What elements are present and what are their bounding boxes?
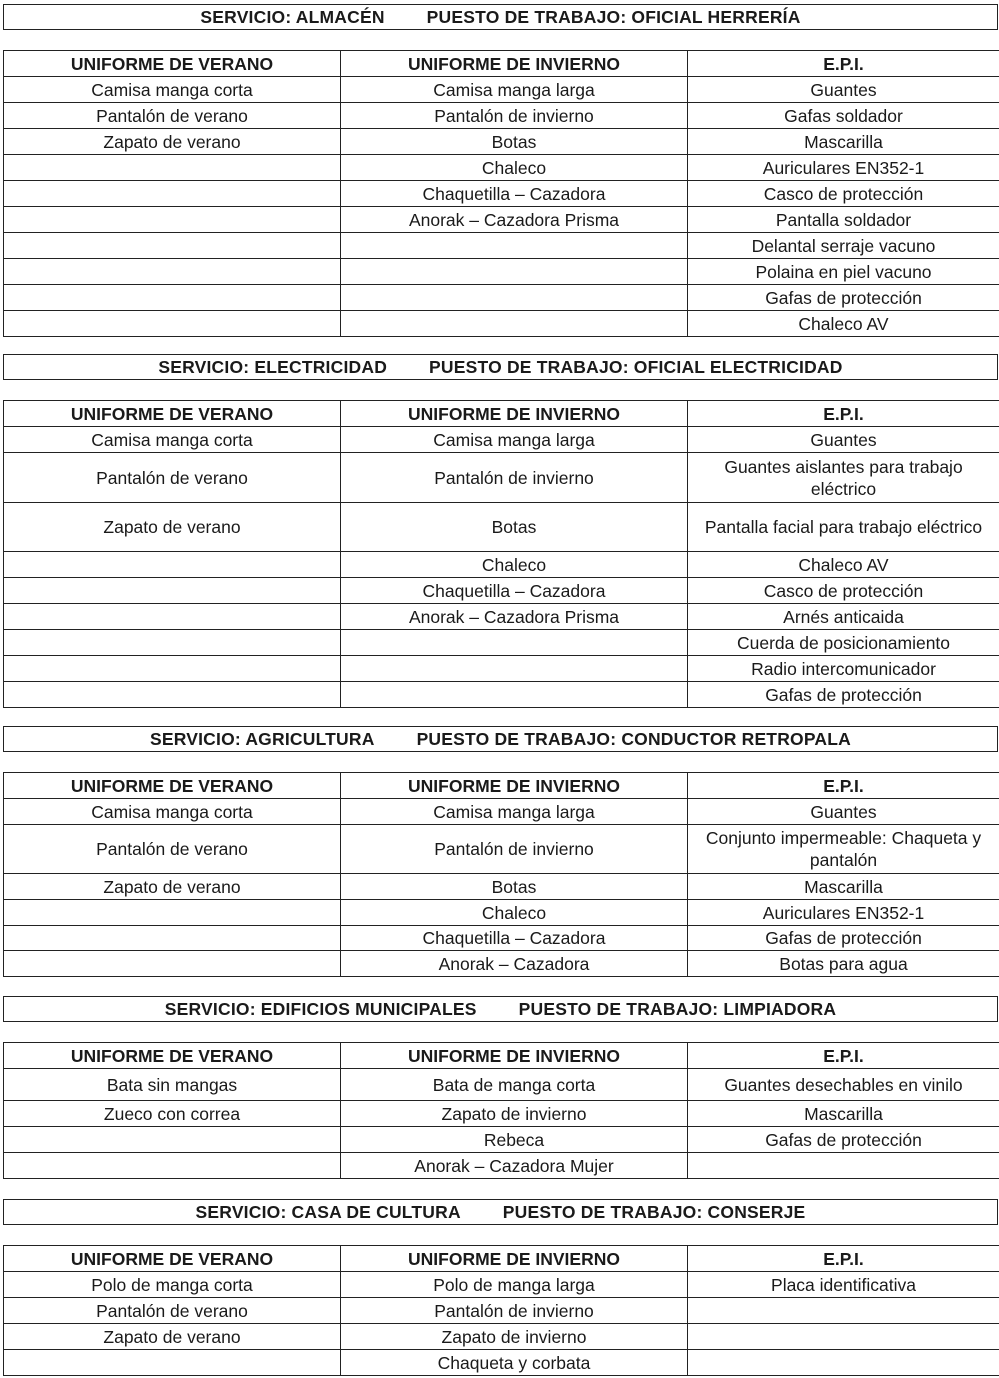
cell-summer: Zapato de verano <box>4 1324 341 1350</box>
cell-epi: Delantal serraje vacuno <box>688 233 999 259</box>
cell-winter: Polo de manga larga <box>341 1272 688 1298</box>
post-label: PUESTO DE TRABAJO: OFICIAL HERRERÍA <box>426 6 801 27</box>
col-header-summer: UNIFORME DE VERANO <box>4 401 341 427</box>
cell-epi: Gafas de protección <box>688 1127 999 1153</box>
cell-summer <box>4 682 341 708</box>
cell-summer <box>4 951 341 977</box>
cell-summer: Zapato de verano <box>4 874 341 900</box>
col-header-winter: UNIFORME DE INVIERNO <box>341 1246 688 1272</box>
cell-summer <box>4 656 341 682</box>
cell-winter: Anorak – Cazadora Prisma <box>341 604 688 630</box>
cell-summer <box>4 630 341 656</box>
cell-winter: Chaquetilla – Cazadora <box>341 578 688 604</box>
cell-winter: Anorak – Cazadora Mujer <box>341 1153 688 1179</box>
cell-winter <box>341 682 688 708</box>
cell-summer <box>4 604 341 630</box>
col-header-winter: UNIFORME DE INVIERNO <box>341 773 688 799</box>
uniform-table <box>3 1245 999 1376</box>
cell-epi: Gafas soldador <box>688 103 999 129</box>
cell-epi: Guantes <box>688 799 999 825</box>
cell-epi: Arnés anticaida <box>688 604 999 630</box>
cell-summer: Pantalón de verano <box>4 1298 341 1324</box>
cell-epi: Guantes aislantes para trabajo eléctrico <box>688 453 999 503</box>
col-header-summer: UNIFORME DE VERANO <box>4 1246 341 1272</box>
section-header <box>3 354 998 380</box>
cell-summer <box>4 259 341 285</box>
cell-summer <box>4 207 341 233</box>
cell-winter: Zapato de invierno <box>341 1324 688 1350</box>
cell-summer <box>4 1350 341 1376</box>
cell-epi <box>688 1298 999 1324</box>
col-header-winter: UNIFORME DE INVIERNO <box>341 401 688 427</box>
cell-summer: Zapato de verano <box>4 503 341 552</box>
cell-epi: Conjunto impermeable: Chaqueta y pantalón <box>688 825 999 874</box>
cell-winter: Chaquetilla – Cazadora <box>341 181 688 207</box>
cell-epi: Auriculares EN352-1 <box>688 155 999 181</box>
col-header-summer: UNIFORME DE VERANO <box>4 1043 341 1069</box>
cell-winter: Chaquetilla – Cazadora <box>341 926 688 951</box>
cell-epi: Mascarilla <box>688 874 999 900</box>
cell-epi: Casco de protección <box>688 181 999 207</box>
cell-epi: Cuerda de posicionamiento <box>688 630 999 656</box>
col-header-epi: E.P.I. <box>688 1246 999 1272</box>
post-label: PUESTO DE TRABAJO: CONDUCTOR RETROPALA <box>416 728 851 749</box>
cell-summer <box>4 233 341 259</box>
cell-summer <box>4 285 341 311</box>
section-header <box>3 996 998 1022</box>
uniform-table <box>3 50 999 337</box>
cell-summer <box>4 552 341 578</box>
cell-summer: Camisa manga corta <box>4 77 341 103</box>
cell-winter: Botas <box>341 503 688 552</box>
service-label: SERVICIO: EDIFICIOS MUNICIPALES <box>164 998 477 1019</box>
cell-epi: Botas para agua <box>688 951 999 977</box>
cell-epi: Chaleco AV <box>688 311 999 337</box>
cell-summer: Zapato de verano <box>4 129 341 155</box>
cell-winter: Camisa manga larga <box>341 77 688 103</box>
section-header <box>3 1199 998 1225</box>
cell-winter <box>341 285 688 311</box>
cell-winter: Zapato de invierno <box>341 1101 688 1127</box>
cell-epi <box>688 1153 999 1179</box>
cell-winter: Chaleco <box>341 552 688 578</box>
cell-summer: Bata sin mangas <box>4 1069 341 1101</box>
col-header-winter: UNIFORME DE INVIERNO <box>341 51 688 77</box>
cell-winter: Pantalón de invierno <box>341 103 688 129</box>
cell-winter: Chaqueta y corbata <box>341 1350 688 1376</box>
service-label: SERVICIO: CASA DE CULTURA <box>195 1201 461 1222</box>
cell-epi: Guantes <box>688 427 999 453</box>
uniform-table <box>3 772 999 977</box>
cell-winter: Bata de manga corta <box>341 1069 688 1101</box>
uniform-table <box>3 1042 999 1179</box>
uniform-table <box>3 400 999 708</box>
post-label: PUESTO DE TRABAJO: CONSERJE <box>502 1201 806 1222</box>
col-header-summer: UNIFORME DE VERANO <box>4 51 341 77</box>
cell-winter: Botas <box>341 874 688 900</box>
service-label: SERVICIO: ELECTRICIDAD <box>158 356 388 377</box>
cell-epi: Gafas de protección <box>688 926 999 951</box>
col-header-winter: UNIFORME DE INVIERNO <box>341 1043 688 1069</box>
cell-winter: Pantalón de invierno <box>341 825 688 874</box>
service-label: SERVICIO: AGRICULTURA <box>149 728 375 749</box>
cell-epi: Guantes <box>688 77 999 103</box>
cell-summer <box>4 1127 341 1153</box>
cell-winter <box>341 259 688 285</box>
cell-epi: Radio intercomunicador <box>688 656 999 682</box>
cell-winter <box>341 233 688 259</box>
cell-epi: Mascarilla <box>688 129 999 155</box>
cell-winter: Pantalón de invierno <box>341 1298 688 1324</box>
cell-epi: Casco de protección <box>688 578 999 604</box>
cell-winter: Chaleco <box>341 900 688 926</box>
cell-winter <box>341 311 688 337</box>
cell-epi: Pantalla facial para trabajo eléctrico <box>688 503 999 552</box>
cell-epi <box>688 1324 999 1350</box>
cell-epi: Pantalla soldador <box>688 207 999 233</box>
cell-summer: Zueco con correa <box>4 1101 341 1127</box>
cell-epi: Gafas de protección <box>688 682 999 708</box>
cell-summer: Pantalón de verano <box>4 825 341 874</box>
section-header <box>3 4 998 30</box>
cell-summer <box>4 155 341 181</box>
cell-winter: Pantalón de invierno <box>341 453 688 503</box>
cell-winter: Anorak – Cazadora <box>341 951 688 977</box>
cell-epi: Polaina en piel vacuno <box>688 259 999 285</box>
cell-summer <box>4 578 341 604</box>
cell-summer: Pantalón de verano <box>4 103 341 129</box>
cell-summer: Pantalón de verano <box>4 453 341 503</box>
cell-winter <box>341 630 688 656</box>
col-header-epi: E.P.I. <box>688 1043 999 1069</box>
cell-summer <box>4 311 341 337</box>
cell-summer <box>4 1153 341 1179</box>
cell-summer <box>4 926 341 951</box>
cell-summer <box>4 900 341 926</box>
cell-winter: Camisa manga larga <box>341 427 688 453</box>
cell-epi: Auriculares EN352-1 <box>688 900 999 926</box>
cell-summer: Polo de manga corta <box>4 1272 341 1298</box>
section-header <box>3 726 998 752</box>
col-header-epi: E.P.I. <box>688 401 999 427</box>
service-label: SERVICIO: ALMACÉN <box>200 6 385 27</box>
cell-summer <box>4 181 341 207</box>
cell-epi: Gafas de protección <box>688 285 999 311</box>
cell-epi: Chaleco AV <box>688 552 999 578</box>
cell-winter: Anorak – Cazadora Prisma <box>341 207 688 233</box>
cell-winter: Camisa manga larga <box>341 799 688 825</box>
col-header-summer: UNIFORME DE VERANO <box>4 773 341 799</box>
cell-summer: Camisa manga corta <box>4 427 341 453</box>
post-label: PUESTO DE TRABAJO: LIMPIADORA <box>518 998 837 1019</box>
post-label: PUESTO DE TRABAJO: OFICIAL ELECTRICIDAD <box>429 356 843 377</box>
cell-winter: Botas <box>341 129 688 155</box>
cell-winter: Chaleco <box>341 155 688 181</box>
cell-winter <box>341 656 688 682</box>
cell-epi: Guantes desechables en vinilo <box>688 1069 999 1101</box>
cell-summer: Camisa manga corta <box>4 799 341 825</box>
cell-epi: Placa identificativa <box>688 1272 999 1298</box>
col-header-epi: E.P.I. <box>688 51 999 77</box>
cell-epi: Mascarilla <box>688 1101 999 1127</box>
cell-winter: Rebeca <box>341 1127 688 1153</box>
cell-epi <box>688 1350 999 1376</box>
col-header-epi: E.P.I. <box>688 773 999 799</box>
